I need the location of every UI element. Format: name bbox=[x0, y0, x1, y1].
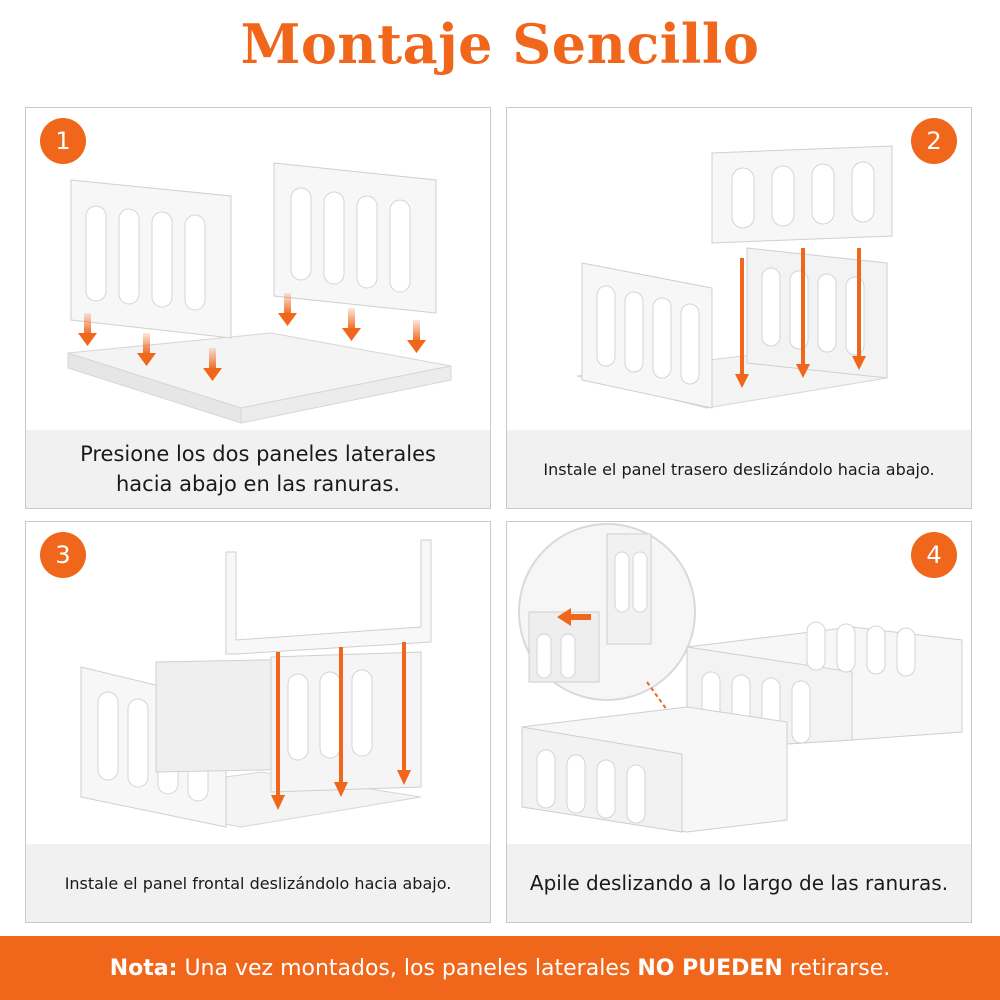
step-4-panel bbox=[506, 521, 972, 923]
step-1-badge: 1 bbox=[40, 118, 86, 164]
step-1-panel bbox=[25, 107, 491, 509]
note-emphasis: NO PUEDEN bbox=[637, 955, 783, 981]
step-3-badge: 3 bbox=[40, 532, 86, 578]
step-1-caption bbox=[26, 430, 490, 508]
step-4-caption: Apile deslizando a lo largo de las ranuras. bbox=[507, 844, 971, 922]
note-text-before: Una vez montados, los paneles laterales bbox=[177, 955, 638, 981]
note-label: Nota: bbox=[109, 955, 178, 981]
step-4-illustration bbox=[507, 522, 971, 842]
note-bar bbox=[0, 936, 1000, 1000]
note-text-after: retirarse. bbox=[782, 955, 891, 981]
step-3-caption: Instale el panel frontal deslizándolo hacia abajo. bbox=[26, 844, 490, 922]
step-2-panel bbox=[506, 107, 972, 509]
step-3-panel bbox=[25, 521, 491, 923]
step-1-caption-line2: hacia abajo en las ranuras. bbox=[116, 472, 400, 496]
step-1-illustration bbox=[26, 108, 490, 428]
step-3-illustration bbox=[26, 522, 490, 842]
step-4-badge: 4 bbox=[911, 532, 957, 578]
step-1-caption-line1: Presione los dos paneles laterales bbox=[80, 442, 436, 466]
step-2-badge: 2 bbox=[911, 118, 957, 164]
step-2-illustration bbox=[507, 108, 971, 428]
step-2-caption: Instale el panel trasero deslizándolo hacia abajo. bbox=[507, 430, 971, 508]
page-title: Montaje Sencillo bbox=[240, 12, 760, 76]
